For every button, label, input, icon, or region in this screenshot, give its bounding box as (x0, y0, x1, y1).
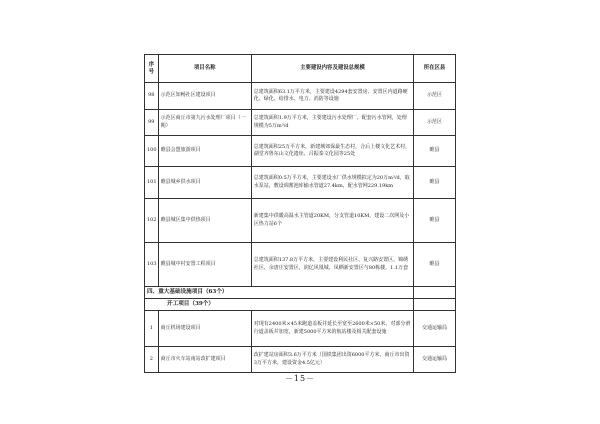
header-content: 主要建设内容及建设总规模 (251, 55, 413, 83)
row-no: 103 (145, 243, 159, 287)
row-no: 99 (145, 110, 159, 136)
row-name: 示范区知畅社区建设项目 (158, 83, 251, 110)
table-header-row (145, 55, 456, 83)
table-row (145, 311, 456, 347)
subsection-empty-cell (414, 299, 456, 311)
row-location: 睢县 (414, 199, 456, 243)
section-row (145, 287, 456, 299)
row-location: 睢县 (414, 167, 456, 199)
table-row (145, 167, 456, 199)
project-table (144, 54, 456, 373)
header-name: 项目名称 (158, 55, 251, 83)
header-no: 序号 (145, 55, 159, 83)
row-name: 睢县城区集中供热项目 (158, 199, 251, 243)
row-no: 101 (145, 167, 159, 199)
row-content: 总建筑面积25万平方米，新建城郊保最生态村，合后上楼文化艺术村，湖堂齐鲁东山文化遗址、吕振泰文化园等25处 (251, 136, 413, 167)
subsection-title: 开工项目（39个） (145, 299, 414, 311)
row-content: 总建筑面积137.8万平方米，主要建设利民社区、复兴路安置区、锦绣社区、余唐庄安置区，润亿风凰城、凤栖新安置区与80栋楼，1.1万套 (251, 243, 413, 287)
row-content: 改扩建站房面积3.6万平方米（国铁集团出资6000平方米，商丘市出资3万平方米，建设资金4.5亿元） (251, 347, 413, 373)
row-content: 总建筑面积63.1万平方米，主要建设4294套安置房、安置区内道路硬化、绿化、给排水、电力、消防等设施 (251, 83, 413, 110)
row-location: 示范区 (414, 83, 456, 110)
row-location: 睢县 (414, 136, 456, 167)
table-row (145, 347, 456, 373)
row-no: 102 (145, 199, 159, 243)
row-name: 睢县城乡供水项目 (158, 167, 251, 199)
row-location: 示范区 (414, 110, 456, 136)
row-content: 对现有2400米×45米跑道盖板并延长至宽至2600米×50米，对部分滑行道盖板并加宽，新建5000平方米的航站楼及相关配套设施 (251, 311, 413, 347)
page-number: －15－ (284, 374, 316, 383)
row-name: 商丘市火车站南站改扩建项目 (158, 347, 251, 373)
row-name: 商丘机场建设项目 (158, 311, 251, 347)
table-row (145, 83, 456, 110)
table-row (145, 110, 456, 136)
table-row (145, 199, 456, 243)
section-empty-cell (414, 287, 456, 299)
row-name: 睢县会盟旅游项目 (158, 136, 251, 167)
row-content: 总建筑面积1.9万平方米，主要建设污水处理厂、配套污水管网，处理规模为5万m³/d (251, 110, 413, 136)
row-no: 2 (145, 347, 159, 373)
row-name: 示范区商丘市第九污水处理厂项目（一期） (158, 110, 251, 136)
row-location: 交通运输局 (414, 347, 456, 373)
row-content: 总建筑面积0.5万平方米，主要建设水厂供水规模拟定为20万m³/d，取水泵站，敷设调蓄池库输水管道27.4km，配水管网229.19km (251, 167, 413, 199)
row-location: 交通运输局 (414, 311, 456, 347)
row-name: 睢县城中村安置工程项目 (158, 243, 251, 287)
row-content: 新建集中供暖高温水主管道20KM，分支管道10KM，建设二次网及小区热力站6个 (251, 199, 413, 243)
row-no: 98 (145, 83, 159, 110)
section-title: 四、重大基础设施项目（63个） (145, 287, 414, 299)
table-row (145, 243, 456, 287)
table-row (145, 136, 456, 167)
header-location: 所在区县 (414, 55, 456, 83)
subsection-row (145, 299, 456, 311)
row-location: 睢县 (414, 243, 456, 287)
row-no: 100 (145, 136, 159, 167)
row-no: 1 (145, 311, 159, 347)
